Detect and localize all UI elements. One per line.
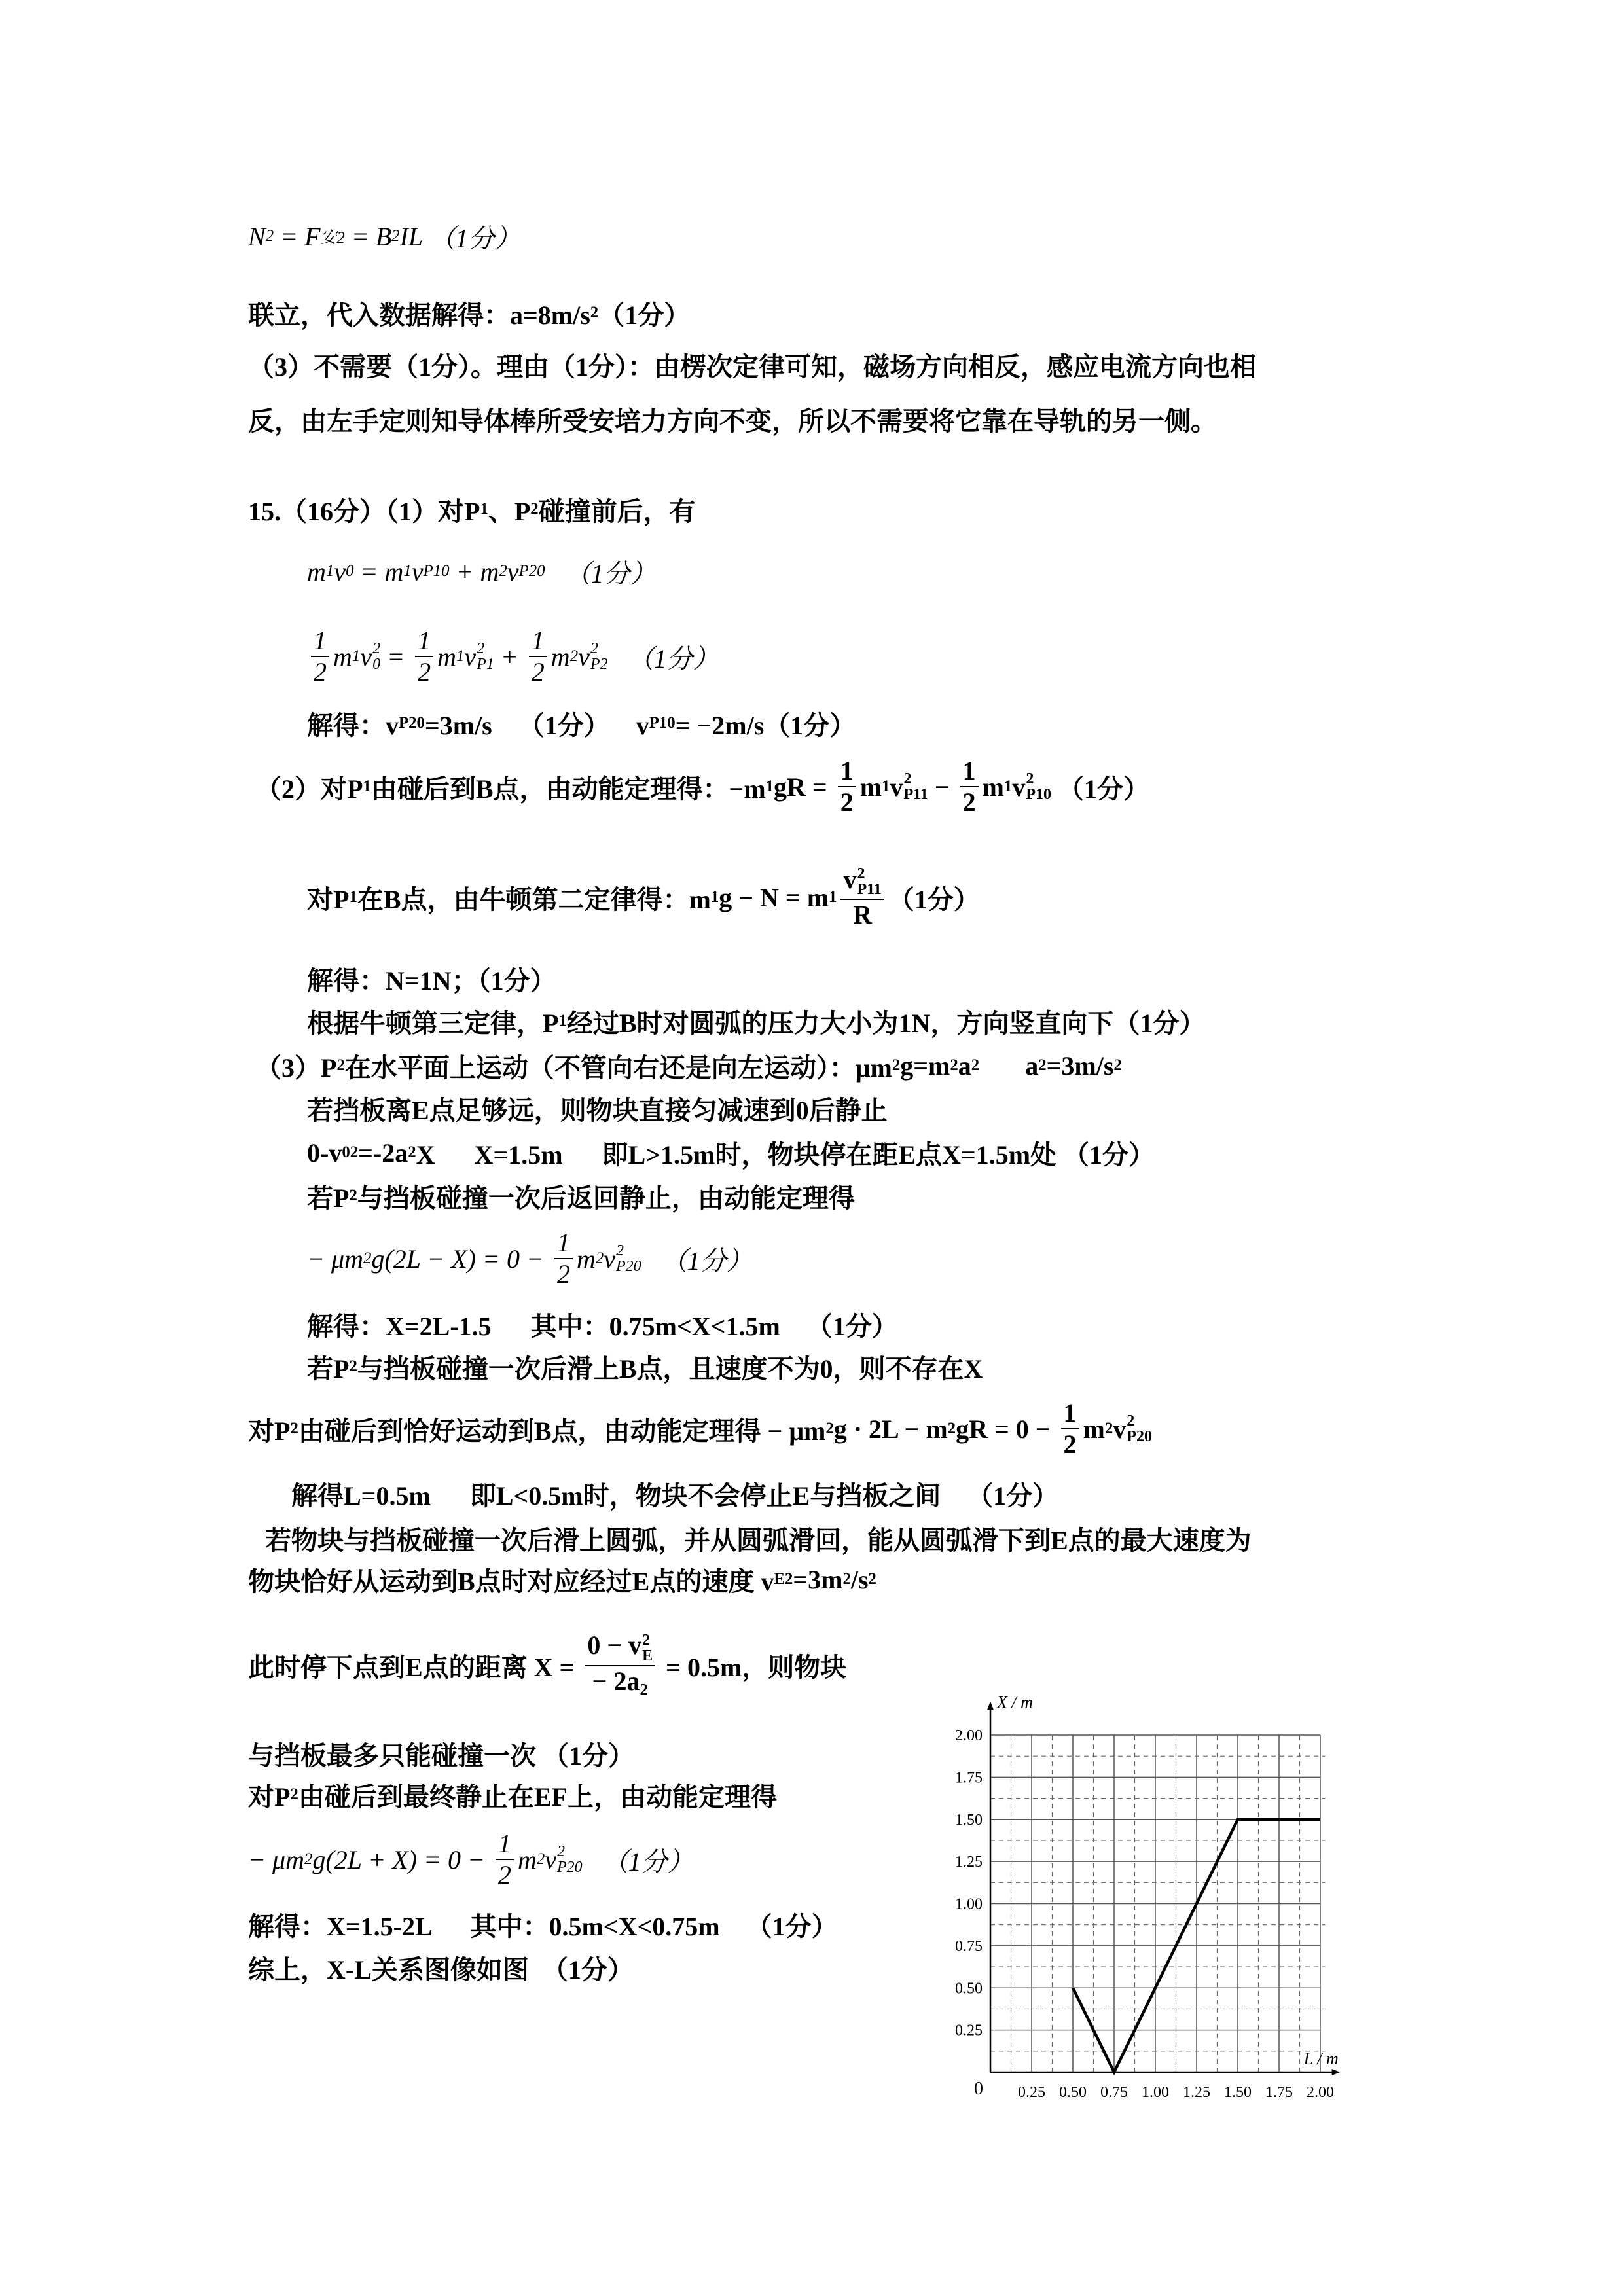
x-tick-label: 2.00 bbox=[1307, 2084, 1334, 2101]
fraction bbox=[311, 627, 329, 686]
text-segment: 1 bbox=[840, 756, 854, 785]
subscript: 0 bbox=[346, 562, 354, 580]
text-line bbox=[248, 1560, 876, 1599]
text-line bbox=[307, 864, 980, 930]
text-segment: 与挡板最多只能碰撞一次 （1分） bbox=[248, 1740, 634, 1770]
subscript: E bbox=[774, 1570, 785, 1588]
text-line bbox=[307, 626, 719, 687]
text-segment: 1 bbox=[962, 756, 976, 785]
text-segment: g · 2L − m bbox=[833, 1414, 948, 1444]
text-segment: 在B点，由牛顿第二定律得：m bbox=[357, 884, 711, 914]
text-line bbox=[307, 704, 856, 743]
text-line bbox=[248, 293, 690, 332]
text-segment: v bbox=[578, 641, 590, 672]
text-segment: g(2L − X) = 0 − bbox=[371, 1244, 550, 1274]
text-segment: v bbox=[464, 641, 477, 672]
sup-sub-pair bbox=[372, 641, 380, 672]
subscript: 2 bbox=[892, 1056, 901, 1074]
text-segment: 与挡板碰撞一次后滑上B点，且速度不为0，则不存在X bbox=[357, 1354, 983, 1384]
text-segment: v bbox=[411, 556, 424, 586]
text-segment: + bbox=[494, 641, 525, 672]
fraction bbox=[840, 866, 884, 929]
sup-sub-pair bbox=[477, 641, 494, 672]
text-segment: m bbox=[1083, 1414, 1105, 1444]
subscript: P20 bbox=[399, 714, 425, 732]
text-line bbox=[248, 1948, 634, 1987]
text-segment: 解得：X=2L-1.5 其中：0.75m<X<1.5m （1分） bbox=[307, 1311, 898, 1341]
subscript: P1 bbox=[477, 656, 494, 673]
y-tick-label: 0.25 bbox=[955, 2022, 983, 2039]
x-tick-label: 0.75 bbox=[1100, 2084, 1128, 2101]
subscript: 2 bbox=[391, 227, 400, 245]
y-tick-label: 1.00 bbox=[955, 1895, 983, 1913]
text-segment: 2 bbox=[531, 657, 545, 687]
subscript: P20 bbox=[616, 1258, 641, 1275]
text-segment: 1 bbox=[314, 626, 327, 655]
text-segment: gR = 0 − bbox=[956, 1414, 1057, 1444]
text-segment: 2 bbox=[556, 1259, 570, 1289]
text-segment: 1 bbox=[497, 1829, 511, 1858]
subscript: P10 bbox=[649, 714, 676, 732]
fraction-numerator bbox=[960, 757, 979, 787]
text-segment: 由碰后到最终静止在EF上，由动能定理得 bbox=[298, 1782, 777, 1812]
text-line bbox=[248, 1630, 847, 1699]
text-segment: 1 bbox=[556, 1228, 570, 1257]
subscript: 2 bbox=[1038, 1056, 1047, 1074]
superscript: 2 bbox=[1113, 1056, 1122, 1074]
fraction bbox=[415, 627, 433, 686]
x-tick-label: 1.75 bbox=[1265, 2084, 1293, 2101]
text-segment: N bbox=[248, 221, 266, 251]
text-line bbox=[248, 345, 1256, 384]
superscript: 2 bbox=[350, 1143, 359, 1161]
fraction-denominator bbox=[850, 900, 875, 929]
text-segment: g=m bbox=[900, 1050, 950, 1081]
subscript: P2 bbox=[590, 656, 608, 673]
fraction bbox=[585, 1632, 655, 1698]
subscript: 安2 bbox=[320, 229, 345, 247]
sup-sub-pair bbox=[857, 866, 881, 897]
text-line bbox=[307, 959, 556, 998]
text-segment: 2 bbox=[840, 787, 854, 817]
fraction-numerator bbox=[311, 627, 329, 657]
subscript: 2 bbox=[499, 562, 507, 580]
text-segment: 1 bbox=[531, 626, 545, 655]
subscript: P20 bbox=[518, 562, 545, 580]
text-segment: 若P bbox=[307, 1354, 350, 1384]
text-segment: 2 bbox=[314, 657, 327, 687]
text-segment: 解得：N=1N；（1分） bbox=[307, 965, 556, 996]
subscript: 2 bbox=[290, 1785, 298, 1803]
text-segment: v bbox=[360, 641, 372, 672]
sup-sub-pair bbox=[903, 771, 928, 802]
subscript: 2 bbox=[569, 647, 579, 665]
text-segment: 综上，X-L关系图像如图 （1分） bbox=[248, 1954, 634, 1984]
text-line bbox=[265, 1518, 1252, 1558]
superscript: 2 bbox=[590, 640, 598, 657]
y-axis-label: X / m bbox=[997, 1693, 1033, 1712]
text-segment: m bbox=[333, 641, 352, 672]
text-line bbox=[307, 1304, 898, 1344]
subscript: P10 bbox=[423, 562, 450, 580]
text-line bbox=[248, 1905, 838, 1944]
text-segment: （1分） bbox=[598, 300, 691, 330]
text-segment: 2 bbox=[418, 657, 431, 687]
fraction bbox=[496, 1830, 514, 1889]
fraction-numerator bbox=[838, 757, 856, 787]
text-segment: 若P bbox=[307, 1183, 350, 1213]
text-segment: v bbox=[545, 1844, 557, 1874]
superscript: 2 bbox=[590, 304, 599, 321]
fraction-numerator bbox=[496, 1830, 514, 1860]
text-segment: − μm bbox=[307, 1244, 363, 1274]
x-tick-label: 0.50 bbox=[1059, 2084, 1087, 2101]
subscript: 2 bbox=[408, 1143, 416, 1161]
subscript: 2 bbox=[336, 1056, 345, 1074]
superscript: 2 bbox=[784, 1570, 793, 1588]
text-segment: 与挡板碰撞一次后返回静止，由动能定理得 bbox=[357, 1183, 855, 1213]
text-segment: 此时停下点到E点的距离 X = bbox=[248, 1652, 581, 1682]
text-segment: （3）不需要（1分）。理由（1分）：由楞次定律可知，磁场方向相反，感应电流方向也相 bbox=[248, 351, 1256, 382]
text-segment: = bbox=[380, 641, 412, 672]
text-segment: 经过B时对圆弧的压力大小为1N，方向竖直向下（1分） bbox=[566, 1008, 1206, 1038]
text-segment: = −2m/s（1分） bbox=[675, 710, 856, 740]
superscript: 2 bbox=[903, 770, 912, 787]
text-line bbox=[248, 1398, 1152, 1459]
y-axis-arrow-icon bbox=[987, 1702, 994, 1710]
sup-sub-pair bbox=[557, 1844, 583, 1875]
text-segment: 若挡板离E点足够远，则物块直接匀减速到0后静止 bbox=[307, 1095, 888, 1125]
text-segment: − μm bbox=[248, 1844, 304, 1874]
superscript: 2 bbox=[842, 1570, 851, 1588]
text-segment: 解得：v bbox=[307, 710, 399, 740]
fraction bbox=[838, 757, 856, 816]
text-line bbox=[307, 1228, 753, 1289]
text-segment: （1分） bbox=[429, 223, 521, 253]
text-line bbox=[307, 1347, 983, 1386]
text-segment: − bbox=[928, 772, 956, 802]
text-segment: 对P bbox=[307, 884, 350, 914]
y-tick-label: 1.25 bbox=[955, 1854, 983, 1871]
text-segment: 2 bbox=[1063, 1429, 1077, 1459]
text-segment: g(2L + X) = 0 − bbox=[312, 1844, 492, 1874]
y-tick-label: 0.75 bbox=[955, 1937, 983, 1955]
subscript: 1 bbox=[1003, 778, 1013, 795]
subscript: P20 bbox=[557, 1859, 583, 1876]
text-segment: m bbox=[307, 556, 326, 586]
text-segment: 若物块与挡板碰撞一次后滑上圆弧，并从圆弧滑回，能从圆弧滑下到E点的最大速度为 bbox=[265, 1525, 1252, 1555]
text-segment: v bbox=[1012, 772, 1026, 802]
fraction-denominator bbox=[1061, 1429, 1079, 1458]
y-tick-label: 0.50 bbox=[955, 1980, 983, 1998]
text-segment: =3m/s bbox=[1046, 1050, 1114, 1081]
text-segment: （1分） bbox=[582, 1846, 694, 1876]
text-line bbox=[255, 756, 1150, 817]
x-axis-label: L / m bbox=[1303, 2049, 1339, 2068]
text-segment: 0-v bbox=[307, 1138, 342, 1168]
x-tick-label: 1.00 bbox=[1142, 2084, 1169, 2101]
superscript: 2 bbox=[477, 640, 485, 657]
subscript: 0 bbox=[372, 656, 381, 673]
subscript: 0 bbox=[342, 1143, 350, 1161]
text-segment: =3m/s （1分） v bbox=[424, 710, 649, 740]
text-line bbox=[248, 399, 1217, 439]
x-l-chart bbox=[916, 1689, 1362, 2108]
sup-sub-pair bbox=[1127, 1413, 1152, 1444]
text-line bbox=[307, 1133, 1155, 1172]
subscript: 2 bbox=[950, 1056, 958, 1074]
y-tick-label: 1.50 bbox=[955, 1811, 983, 1829]
subscript: P20 bbox=[1127, 1428, 1152, 1445]
text-line bbox=[248, 1775, 777, 1814]
fraction bbox=[960, 757, 979, 816]
x-tick-label: 1.50 bbox=[1224, 2084, 1252, 2101]
subscript: 1 bbox=[349, 888, 357, 906]
text-segment: = B bbox=[344, 221, 392, 251]
text-line bbox=[248, 217, 520, 256]
fraction-numerator bbox=[585, 1632, 655, 1666]
text-line bbox=[248, 490, 696, 529]
text-line bbox=[248, 1734, 634, 1773]
text-segment: 2 bbox=[497, 1860, 511, 1890]
text-segment: v bbox=[604, 1244, 616, 1274]
text-line bbox=[291, 1474, 1058, 1513]
subscript: 1 bbox=[882, 778, 890, 795]
text-segment: v bbox=[890, 772, 903, 802]
subscript: 1 bbox=[480, 500, 488, 518]
text-segment: 物块恰好从运动到B点时对应经过E点的速度 v bbox=[248, 1566, 774, 1596]
fraction-denominator bbox=[415, 657, 433, 686]
subscript: 1 bbox=[456, 647, 465, 665]
text-segment: 解得：X=1.5-2L 其中：0.5m<X<0.75m （1分） bbox=[248, 1911, 838, 1941]
fraction-numerator bbox=[415, 627, 433, 657]
text-segment: X X=1.5m 即L>1.5m时，物块停在距E点X=1.5m处 （1分） bbox=[416, 1139, 1155, 1170]
text-segment: v bbox=[334, 556, 346, 586]
superscript: 2 bbox=[642, 1631, 651, 1649]
text-segment: /s bbox=[850, 1564, 869, 1594]
y-tick-label: 2.00 bbox=[955, 1727, 983, 1744]
text-segment: g − N = m bbox=[719, 882, 829, 912]
text-segment: 1 bbox=[418, 626, 431, 655]
text-segment: （1分） bbox=[1051, 774, 1150, 804]
superscript: 2 bbox=[1026, 770, 1034, 787]
text-segment: R bbox=[853, 900, 873, 930]
text-segment: 由碰后到恰好运动到B点，由动能定理得 − μm bbox=[298, 1416, 826, 1446]
text-segment: （2）对P bbox=[255, 774, 363, 804]
sup-sub-pair bbox=[590, 641, 608, 672]
subscript: 2 bbox=[363, 1249, 372, 1267]
subscript: 2 bbox=[349, 1187, 357, 1204]
text-segment: （3）P bbox=[255, 1052, 337, 1083]
text-segment: a bbox=[979, 1050, 1039, 1081]
text-segment: gR = bbox=[774, 772, 834, 802]
subscript: 1 bbox=[403, 562, 412, 580]
subscript: 1 bbox=[363, 778, 371, 795]
subscript: 1 bbox=[829, 888, 837, 906]
x-axis-arrow-icon bbox=[1332, 2069, 1341, 2075]
text-segment: 根据牛顿第三定律，P bbox=[307, 1008, 559, 1038]
x-tick-label: 1.25 bbox=[1183, 2084, 1210, 2101]
origin-label: 0 bbox=[974, 2079, 983, 2099]
text-segment: m bbox=[982, 772, 1004, 802]
subscript: E bbox=[642, 1647, 653, 1664]
text-segment: 解得L=0.5m 即L<0.5m时，物块不会停止E与挡板之间 （1分） bbox=[291, 1480, 1059, 1511]
text-segment: m bbox=[437, 641, 456, 672]
text-segment: + m bbox=[449, 556, 499, 586]
subscript: 1 bbox=[558, 1012, 567, 1030]
text-line bbox=[307, 552, 657, 591]
sup-sub-pair bbox=[1026, 771, 1051, 802]
text-segment: = F bbox=[274, 221, 321, 251]
fraction-denominator bbox=[529, 657, 547, 686]
subscript: 2 bbox=[304, 1850, 313, 1868]
text-segment: a bbox=[958, 1050, 971, 1081]
fraction-denominator bbox=[838, 787, 856, 816]
superscript: 2 bbox=[1127, 1412, 1135, 1429]
text-segment: IL bbox=[399, 221, 429, 251]
fraction-denominator bbox=[960, 787, 979, 816]
text-segment: 、P bbox=[488, 496, 531, 526]
fraction-denominator bbox=[311, 657, 329, 686]
superscript: 2 bbox=[557, 1843, 566, 1860]
fraction-numerator bbox=[1061, 1399, 1079, 1429]
fraction-denominator bbox=[496, 1860, 514, 1889]
text-line bbox=[307, 1001, 1205, 1041]
text-segment: =-2a bbox=[358, 1138, 408, 1168]
text-segment: 联立，代入数据解得：a=8m/s bbox=[248, 300, 590, 330]
subscript: P11 bbox=[903, 786, 928, 803]
text-segment: （1分） bbox=[607, 643, 719, 673]
subscript: 2 bbox=[536, 1850, 545, 1868]
subscript: 2 bbox=[290, 1420, 298, 1437]
text-line bbox=[307, 1176, 855, 1215]
subscript: 1 bbox=[765, 778, 774, 795]
text-segment: = 0.5m，则物块 bbox=[659, 1652, 847, 1682]
superscript: 2 bbox=[372, 640, 381, 657]
subscript: 2 bbox=[971, 1056, 980, 1074]
sup-sub-pair bbox=[616, 1243, 641, 1274]
subscript: 2 bbox=[825, 1420, 834, 1437]
text-segment: 由碰后到B点，由动能定理得：−m bbox=[370, 774, 766, 804]
text-segment: 0 − v bbox=[587, 1630, 642, 1660]
superscript: 2 bbox=[857, 865, 865, 883]
subscript: 2 bbox=[265, 227, 274, 245]
text-segment: 在水平面上运动（不管向右还是向左运动）：μm bbox=[344, 1052, 892, 1083]
text-segment: = m bbox=[353, 556, 404, 586]
superscript: 2 bbox=[868, 1570, 876, 1588]
sup-sub-pair bbox=[642, 1632, 653, 1664]
text-segment: （1分） bbox=[641, 1246, 753, 1276]
subscript: 1 bbox=[325, 562, 334, 580]
subscript: 2 bbox=[530, 500, 539, 518]
text-segment: v bbox=[843, 864, 857, 894]
fraction bbox=[554, 1229, 573, 1288]
subscript: P10 bbox=[1026, 786, 1052, 803]
subscript: 1 bbox=[710, 888, 719, 906]
fraction bbox=[1061, 1399, 1079, 1458]
text-segment: =3m bbox=[793, 1564, 843, 1594]
text-segment: m bbox=[517, 1844, 537, 1874]
fraction-denominator bbox=[554, 1259, 573, 1288]
subscript: 1 bbox=[352, 647, 361, 665]
text-segment: 15.（16分）（1）对P bbox=[248, 496, 480, 526]
subscript: 2 bbox=[947, 1420, 956, 1437]
text-segment: m bbox=[550, 641, 570, 672]
fraction-numerator bbox=[554, 1229, 573, 1259]
subscript: 2 bbox=[349, 1357, 357, 1375]
text-segment: 1 bbox=[1063, 1398, 1077, 1427]
text-segment: 2 bbox=[962, 787, 976, 817]
fraction-denominator bbox=[590, 1666, 651, 1698]
subscript: 2 bbox=[640, 1681, 648, 1699]
text-segment: 反，由左手定则知导体棒所受安培力方向不变，所以不需要将它靠在导轨的另一侧。 bbox=[248, 406, 1217, 436]
subscript: P11 bbox=[857, 881, 882, 899]
text-line bbox=[255, 1046, 1122, 1085]
text-segment: m bbox=[859, 772, 882, 802]
text-segment: v bbox=[1113, 1414, 1127, 1444]
text-segment: 对P bbox=[248, 1782, 291, 1812]
text-segment: m bbox=[576, 1244, 596, 1274]
text-line bbox=[307, 1088, 888, 1128]
text-line bbox=[248, 1829, 694, 1890]
x-tick-label: 0.25 bbox=[1018, 2084, 1045, 2101]
y-tick-label: 1.75 bbox=[955, 1769, 983, 1787]
text-segment: 碰撞前后，有 bbox=[538, 496, 696, 526]
fraction-numerator bbox=[840, 866, 884, 901]
subscript: 2 bbox=[1104, 1420, 1113, 1437]
text-segment: 对P bbox=[248, 1416, 291, 1446]
text-segment: − 2a bbox=[592, 1666, 640, 1696]
text-segment: （1分） bbox=[545, 558, 657, 588]
text-segment: v bbox=[507, 556, 519, 586]
fraction-numerator bbox=[529, 627, 547, 657]
subscript: 2 bbox=[595, 1249, 604, 1267]
text-segment: （1分） bbox=[888, 884, 980, 914]
fraction bbox=[529, 627, 547, 686]
superscript: 2 bbox=[616, 1242, 624, 1259]
